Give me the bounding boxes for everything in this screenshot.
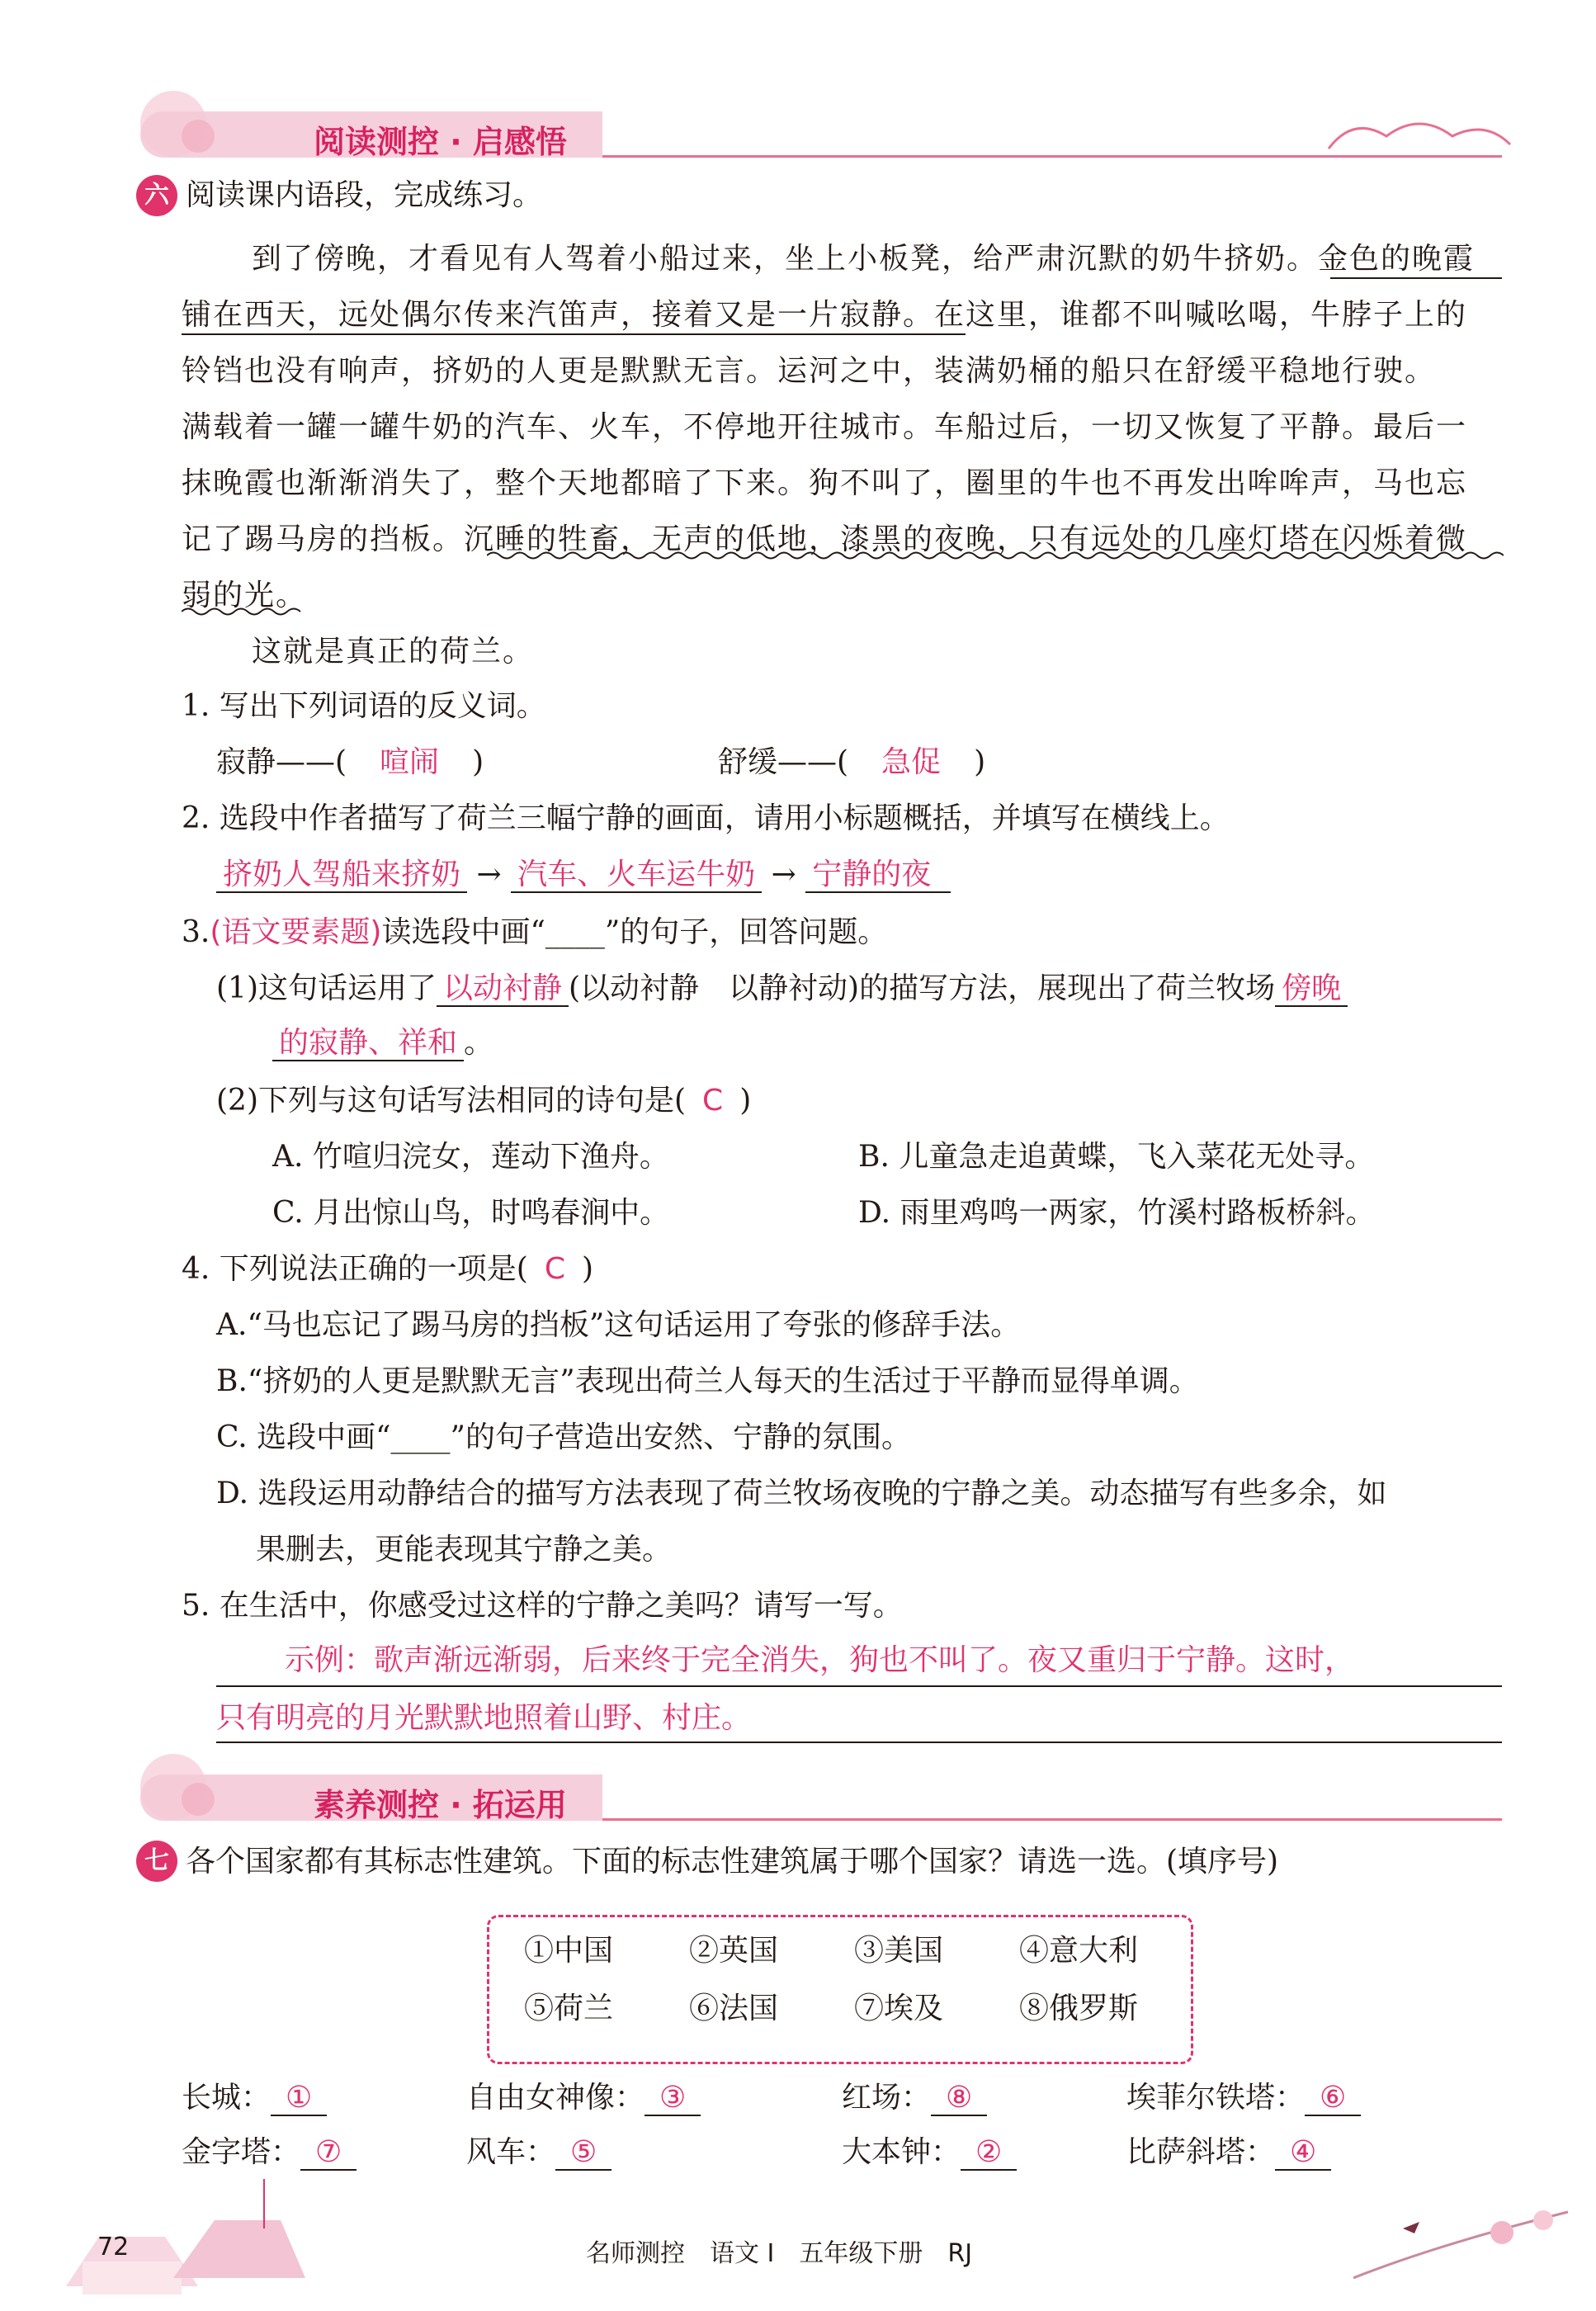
- blossom-decoration-icon: [132, 1750, 231, 1824]
- question-prompt-6: 阅读课内语段，完成练习。: [186, 178, 543, 212]
- question-prompt-7: 各个国家都有其标志性建筑。下面的标志性建筑属于哪个国家？请选一选。(填序号): [186, 1845, 1279, 1879]
- landmark-item: 大本钟： ②: [842, 2133, 1017, 2172]
- country-option: ⑥法国: [689, 1992, 779, 2025]
- landmark-item: 风车： ⑤: [466, 2133, 611, 2172]
- page-number: 72: [97, 2233, 130, 2261]
- antonym-answer-2: 急促: [881, 745, 942, 779]
- sub1-pair1: 寂静——( 喧闹 ): [216, 745, 484, 779]
- landmark-answer: ②: [961, 2135, 1017, 2171]
- scene-answer-a: 傍晚: [1275, 971, 1348, 1007]
- poem-answer: C: [702, 1084, 724, 1118]
- landmark-answer: ①: [271, 2081, 327, 2116]
- straight-underline-mark: [1330, 277, 1502, 279]
- tag-label: (语文要素题): [210, 915, 382, 949]
- passage-line: 铃铛也没有响声，挤奶的人更是默默无言。运河之中，装满奶桶的船只在舒缓平稳地行驶。: [182, 354, 1437, 388]
- country-option: ②英国: [689, 1934, 779, 1968]
- sub4-option-c: C. 选段中画“____”的句子营造出安然、宁静的氛围。: [216, 1420, 911, 1454]
- straight-underline-mark: [182, 333, 966, 335]
- cloud-ornament-icon: [1320, 107, 1518, 165]
- section-banner-reading: [140, 111, 602, 158]
- landmark-item: 红场： ⑧: [842, 2078, 987, 2118]
- sub3-option-d: D. 雨里鸡鸣一两家，竹溪村路板桥斜。: [858, 1196, 1376, 1230]
- landmark-answer: ⑧: [931, 2081, 987, 2116]
- sub4-option-d-cont: 果删去，更能表现其宁静之美。: [256, 1533, 673, 1567]
- sub3-part1-cont: 的寂静、祥和 。: [272, 1023, 493, 1063]
- passage-line: 铺在西天，远处偶尔传来汽笛声，接着又是一片寂静。在这里，谁都不叫喊吆喝，牛脖子上的: [182, 298, 1468, 332]
- wavy-underline-mark: [487, 550, 1504, 561]
- landmark-item: 比萨斜塔： ④: [1126, 2133, 1331, 2172]
- landmark-answer: ⑥: [1305, 2081, 1361, 2116]
- wavy-underline-mark: [182, 606, 305, 617]
- sub5-answer-line2: 只有明亮的月光默默地照着山野、村庄。: [216, 1701, 752, 1735]
- sub4-option-d: D. 选段运用动静结合的描写方法表现了荷兰牧场夜晚的宁静之美。动态描写有些多余，如: [216, 1477, 1387, 1510]
- sub3-option-c: C. 月出惊山鸟，时鸣春涧中。: [272, 1196, 670, 1230]
- country-option: ①中国: [524, 1934, 614, 1968]
- landmark-answer: ④: [1275, 2135, 1331, 2171]
- landmark-answer: ⑤: [555, 2135, 611, 2171]
- sub4-option-a: A.“马也忘记了踢马房的挡板”这句话运用了夸张的修辞手法。: [216, 1308, 1021, 1342]
- country-option: ⑤荷兰: [524, 1992, 614, 2025]
- landmark-item: 金字塔： ⑦: [182, 2133, 357, 2172]
- sub1-label: 1. 写出下列词语的反义词。: [182, 689, 546, 723]
- passage-line: 记了踢马房的挡板。沉睡的牲畜，无声的低地，漆黑的夜晚，只有远处的几座灯塔在闪烁着微: [182, 522, 1468, 556]
- antonym-answer-1: 喧闹: [380, 745, 440, 779]
- sub3-part2: (2)下列与这句话写法相同的诗句是( C ): [216, 1084, 752, 1118]
- sub5-label: 5. 在生活中，你感受过这样的宁静之美吗？请写一写。: [182, 1589, 903, 1623]
- subtitle-answer-3: 宁静的夜: [805, 858, 951, 893]
- sub2-answers: 挤奶人驾船来挤奶 → 汽车、火车运牛奶 → 宁静的夜: [216, 855, 951, 895]
- subtitle-answer-2: 汽车、火车运牛奶: [511, 858, 762, 893]
- question-badge-6: 六: [136, 175, 177, 216]
- scene-answer-b: 的寂静、祥和: [272, 1026, 464, 1061]
- section-divider: [602, 1818, 1502, 1821]
- country-option: ③美国: [854, 1934, 944, 1968]
- passage-end: 这就是真正的荷兰。: [252, 635, 535, 669]
- answer-rule: [216, 1742, 1502, 1743]
- country-option: ⑦埃及: [854, 1992, 944, 2025]
- sub3-option-b: B. 儿童急走追黄蝶，飞入菜花无处寻。: [858, 1140, 1375, 1174]
- country-option: ④意大利: [1019, 1934, 1139, 1968]
- technique-answer: 以动衬静: [437, 971, 569, 1007]
- sub1-pair2: 舒缓——( 急促 ): [718, 745, 986, 779]
- sub4-answer: C: [544, 1252, 565, 1286]
- book-info: 名师测控 语文 I 五年级下册 RJ: [586, 2239, 973, 2268]
- country-option: ⑧俄罗斯: [1019, 1992, 1139, 2025]
- landmark-item: 长城： ①: [182, 2078, 327, 2118]
- passage-line: 弱的光。: [182, 579, 308, 612]
- answer-rule: [216, 1685, 1502, 1687]
- sub3-part1: (1)这句话运用了 以动衬静 (以动衬静 以静衬动)的描写方法，展现出了荷兰牧场 傍晚: [216, 969, 1348, 1009]
- section-title-application: 素养测控 · 拓运用: [314, 1787, 567, 1823]
- landmark-item: 埃菲尔铁塔： ⑥: [1126, 2078, 1361, 2118]
- landmark-item: 自由女神像： ③: [466, 2078, 701, 2118]
- blossom-branch-icon: [1353, 2195, 1576, 2303]
- sub2-label: 2. 选段中作者描写了荷兰三幅宁静的画面，请用小标题概括，并填写在横线上。: [182, 801, 1230, 835]
- subtitle-answer-1: 挤奶人驾船来挤奶: [216, 858, 467, 893]
- sub4-option-b: B.“挤奶的人更是默默无言”表现出荷兰人每天的生活过于平静而显得单调。: [216, 1364, 1199, 1398]
- blossom-decoration-icon: [132, 87, 231, 161]
- sub3-option-a: A. 竹喧归浣女，莲动下渔舟。: [272, 1140, 669, 1174]
- landmark-answer: ③: [645, 2081, 701, 2116]
- sub4-label: 4. 下列说法正确的一项是( C ): [182, 1252, 594, 1286]
- passage-line: 抹晚霞也渐渐消失了，整个天地都暗了下来。狗不叫了，圈里的牛也不再发出哞哞声，马也忘: [182, 466, 1468, 500]
- house-illustration-icon: [50, 2162, 314, 2303]
- landmark-answer: ⑦: [300, 2135, 357, 2171]
- passage-line: 到了傍晚，才看见有人驾着小船过来，坐上小板凳，给严肃沉默的奶牛挤奶。金色的晚霞: [252, 242, 1476, 276]
- passage-line: 满载着一罐一罐牛奶的汽车、火车，不停地开往城市。车船过后，一切又恢复了平静。最后一: [182, 410, 1468, 444]
- sub5-answer-line1: 示例：歌声渐远渐弱，后来终于完全消失，狗也不叫了。夜又重归于宁静。这时，: [285, 1643, 1355, 1677]
- section-banner-application: [140, 1775, 602, 1821]
- question-badge-7: 七: [136, 1841, 177, 1882]
- sub3-label: 3.(语文要素题)读选段中画“____”的句子，回答问题。: [182, 915, 888, 949]
- section-title-reading: 阅读测控 · 启感悟: [314, 124, 567, 160]
